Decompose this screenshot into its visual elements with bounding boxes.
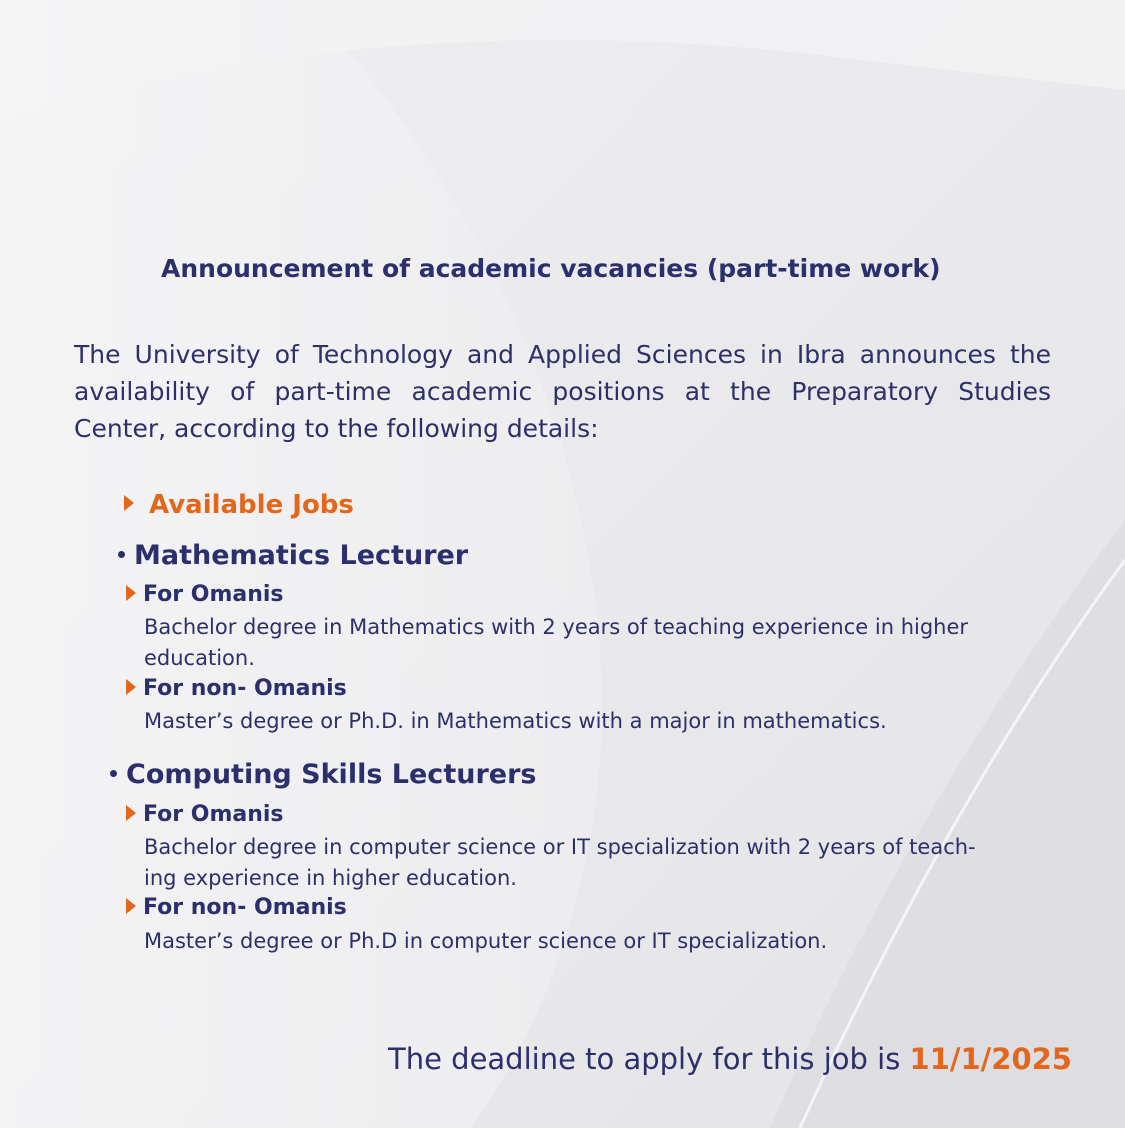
requirement-label: For Omanis — [143, 582, 284, 607]
caret-right-icon — [124, 495, 134, 511]
requirement-line: Bachelor degree in Mathematics with 2 years of teaching experience in higher — [144, 615, 969, 639]
requirement-line: ing experience in higher education. — [144, 866, 517, 890]
job-title-text: Computing Skills Lecturers — [126, 759, 537, 790]
requirement-line: education. — [144, 646, 255, 670]
requirement-label: For non- Omanis — [143, 676, 347, 701]
requirement-text — [144, 706, 1034, 737]
job-title-text: Mathematics Lecturer — [134, 540, 469, 571]
requirement-line: Master’s degree or Ph.D in computer science or IT specialization. — [144, 929, 828, 953]
deadline — [388, 1042, 1072, 1076]
requirement-label: For Omanis — [143, 802, 284, 827]
requirement-heading — [126, 895, 347, 920]
requirement-text — [144, 612, 1034, 674]
requirement-text — [144, 926, 1034, 957]
intro-paragraph: The University of Technology and Applied Sciences in Ibra announces the availability of part-time academic positions at the Preparatory Studies Center, according to the following details: — [74, 340, 1051, 443]
job-title — [118, 540, 468, 571]
requirement-line: Master’s degree or Ph.D. in Mathematics with a major in mathematics. — [144, 709, 887, 733]
requirement-label: For non- Omanis — [143, 895, 347, 920]
requirement-heading — [126, 676, 347, 701]
requirement-heading — [126, 802, 284, 827]
bullet-icon — [118, 551, 125, 558]
deadline-date: 11/1/2025 — [909, 1042, 1072, 1076]
caret-right-icon — [126, 805, 136, 821]
caret-right-icon — [126, 898, 136, 914]
available-jobs-heading — [124, 490, 354, 520]
requirement-line: Bachelor degree in computer science or IT specialization with 2 years of teach- — [144, 835, 976, 859]
deadline-text: The deadline to apply for this job is — [388, 1042, 901, 1076]
available-jobs-label: Available Jobs — [149, 490, 354, 520]
bullet-icon — [110, 770, 117, 777]
job-title — [110, 759, 536, 790]
announcement-title: Announcement of academic vacancies (part-time work) — [161, 254, 941, 283]
requirement-text — [144, 832, 1034, 894]
requirement-heading — [126, 582, 284, 607]
caret-right-icon — [126, 679, 136, 695]
caret-right-icon — [126, 585, 136, 601]
